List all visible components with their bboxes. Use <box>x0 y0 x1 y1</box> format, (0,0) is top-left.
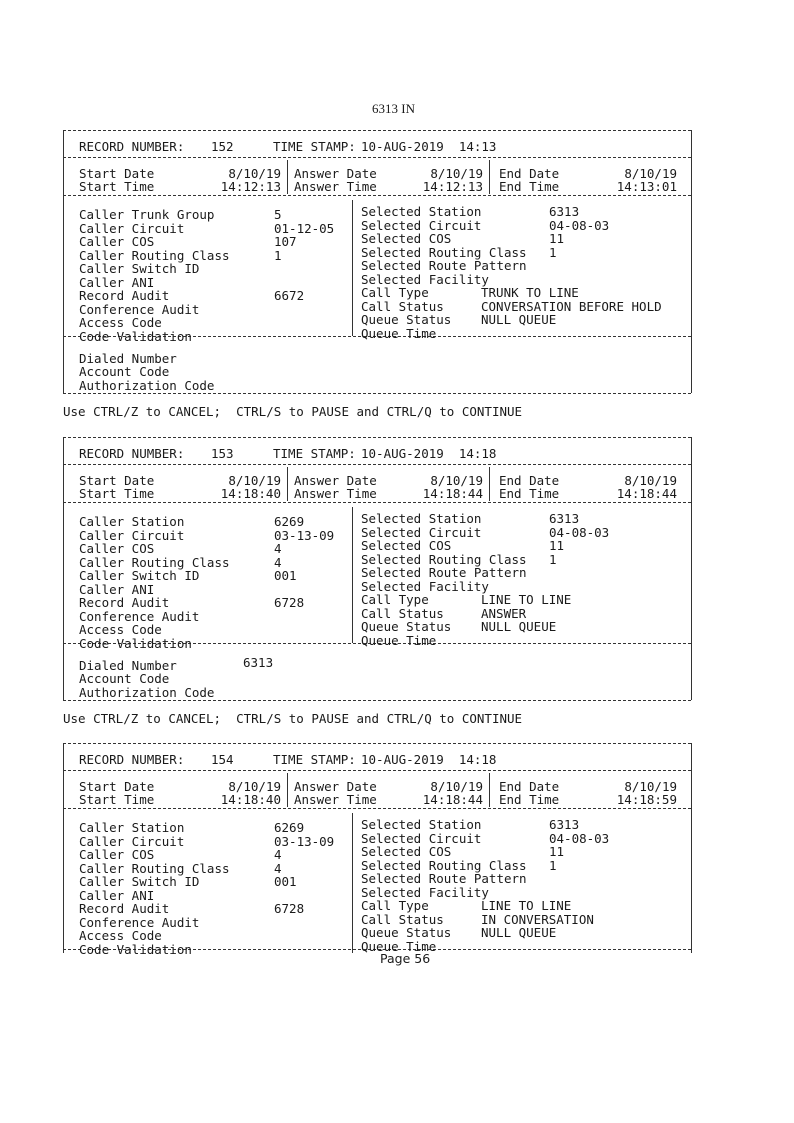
end-time-label: End Time <box>499 179 560 194</box>
record-number-label: RECORD NUMBER: <box>79 139 185 154</box>
selected-circuit: 04-08-03 <box>549 525 610 540</box>
answer-time-label: Answer Time <box>294 792 377 807</box>
column-divider <box>489 773 490 807</box>
selected-cos-label: Selected COS <box>361 844 452 859</box>
selected-facility-label: Selected Facility <box>361 885 489 900</box>
answer-time-label: Answer Time <box>294 179 377 194</box>
caller-switch-id: 001 <box>274 874 297 889</box>
caller-circuit: 03-13-09 <box>274 528 335 543</box>
record-number-label: RECORD NUMBER: <box>79 752 185 767</box>
caller-switch-id-label: Caller Switch ID <box>79 874 200 889</box>
caller-cos: 4 <box>274 847 282 862</box>
border-left <box>63 437 64 700</box>
call-status: CONVERSATION BEFORE HOLD <box>481 299 662 314</box>
end-date-label: End Date <box>499 473 560 488</box>
selected-facility-label: Selected Facility <box>361 272 489 287</box>
selected-routing-class: 1 <box>549 858 557 873</box>
end-time: 14:18:59 <box>616 792 677 807</box>
caller-ani-label: Caller ANI <box>79 275 155 290</box>
call-type: TRUNK TO LINE <box>481 285 579 300</box>
start-date: 8/10/19 <box>228 473 281 488</box>
end-time-label: End Time <box>499 792 560 807</box>
control-hint: Use CTRL/Z to CANCEL; CTRL/S to PAUSE and CTRL/Q to CONTINUE <box>63 711 523 726</box>
answer-time: 14:12:13 <box>422 179 483 194</box>
caller-routing-class: 1 <box>274 248 282 263</box>
start-time-label: Start Time <box>79 486 155 501</box>
selected-station: 6313 <box>549 511 580 526</box>
start-time: 14:18:40 <box>220 486 281 501</box>
caller-routing-class: 4 <box>274 555 282 570</box>
caller-switch-id-label: Caller Switch ID <box>79 261 200 276</box>
queue-time-label: Queue Time <box>361 326 437 341</box>
account-code-label: Account Code <box>79 364 170 379</box>
code-validation-label: Code Validation <box>79 942 192 957</box>
answer-date: 8/10/19 <box>430 473 483 488</box>
control-hint: Use CTRL/Z to CANCEL; CTRL/S to PAUSE and CTRL/Q to CONTINUE <box>63 404 523 419</box>
record-number: 153 <box>211 446 234 461</box>
authorization-code-label: Authorization Code <box>79 378 215 393</box>
record-audit: 6728 <box>274 901 305 916</box>
caller-first-value: 5 <box>274 207 282 222</box>
dialed-number-label: Dialed Number <box>79 351 177 366</box>
start-time-label: Start Time <box>79 792 155 807</box>
queue-status: NULL QUEUE <box>481 312 557 327</box>
divider <box>63 130 691 131</box>
selected-circuit: 04-08-03 <box>549 218 610 233</box>
caller-cos-label: Caller COS <box>79 541 155 556</box>
column-divider <box>287 467 288 501</box>
start-date: 8/10/19 <box>228 779 281 794</box>
code-validation-label: Code Validation <box>79 636 192 651</box>
start-date-label: Start Date <box>79 779 155 794</box>
caller-routing-class-label: Caller Routing Class <box>79 861 230 876</box>
selected-station-label: Selected Station <box>361 511 482 526</box>
time-stamp: 10-AUG-2019 14:18 <box>361 446 497 461</box>
time-stamp-label: TIME STAMP: <box>273 139 356 154</box>
end-time: 14:18:44 <box>616 486 677 501</box>
access-code-label: Access Code <box>79 622 162 637</box>
call-record <box>63 130 691 393</box>
column-divider <box>287 160 288 194</box>
caller-circuit-label: Caller Circuit <box>79 834 185 849</box>
page-number: Page 56 <box>380 951 431 966</box>
caller-station-label: Caller Station <box>79 514 185 529</box>
queue-status-label: Queue Status <box>361 925 452 940</box>
end-date: 8/10/19 <box>624 779 677 794</box>
divider <box>63 157 691 158</box>
divider <box>63 808 691 809</box>
page-header: 6313 IN <box>372 101 415 116</box>
caller-cos-label: Caller COS <box>79 847 155 862</box>
border-left <box>63 130 64 393</box>
record-audit: 6672 <box>274 288 305 303</box>
answer-date: 8/10/19 <box>430 779 483 794</box>
selected-station-label: Selected Station <box>361 817 482 832</box>
call-status-label: Call Status <box>361 912 444 927</box>
selected-cos: 11 <box>549 538 565 553</box>
start-time-label: Start Time <box>79 179 155 194</box>
record-audit-label: Record Audit <box>79 288 170 303</box>
call-type: LINE TO LINE <box>481 592 572 607</box>
queue-time-label: Queue Time <box>361 633 437 648</box>
border-right <box>691 743 692 953</box>
column-divider <box>489 160 490 194</box>
call-status-label: Call Status <box>361 606 444 621</box>
call-type-label: Call Type <box>361 592 429 607</box>
time-stamp-label: TIME STAMP: <box>273 446 356 461</box>
divider <box>63 437 691 438</box>
selected-route-pattern-label: Selected Route Pattern <box>361 565 527 580</box>
access-code-label: Access Code <box>79 315 162 330</box>
selected-routing-class-label: Selected Routing Class <box>361 858 527 873</box>
caller-first-value: 6269 <box>274 514 305 529</box>
selected-cos-label: Selected COS <box>361 231 452 246</box>
record-number-label: RECORD NUMBER: <box>79 446 185 461</box>
caller-trunk-group-label: Caller Trunk Group <box>79 207 215 222</box>
record-number: 154 <box>211 752 234 767</box>
selected-station: 6313 <box>549 204 580 219</box>
column-divider <box>352 200 353 336</box>
time-stamp: 10-AUG-2019 14:18 <box>361 752 497 767</box>
call-type-label: Call Type <box>361 898 429 913</box>
queue-time-label: Queue Time <box>361 939 437 954</box>
queue-status: NULL QUEUE <box>481 925 557 940</box>
selected-circuit-label: Selected Circuit <box>361 525 482 540</box>
column-divider <box>352 813 353 953</box>
caller-switch-id: 001 <box>274 568 297 583</box>
end-time-label: End Time <box>499 486 560 501</box>
time-stamp: 10-AUG-2019 14:13 <box>361 139 497 154</box>
queue-status: NULL QUEUE <box>481 619 557 634</box>
divider <box>63 195 691 196</box>
caller-cos-label: Caller COS <box>79 234 155 249</box>
caller-station-label: Caller Station <box>79 820 185 835</box>
selected-station: 6313 <box>549 817 580 832</box>
selected-circuit-label: Selected Circuit <box>361 218 482 233</box>
conference-audit-label: Conference Audit <box>79 915 200 930</box>
selected-routing-class-label: Selected Routing Class <box>361 245 527 260</box>
time-stamp-label: TIME STAMP: <box>273 752 356 767</box>
answer-time-label: Answer Time <box>294 486 377 501</box>
caller-switch-id-label: Caller Switch ID <box>79 568 200 583</box>
dialed-number-label: Dialed Number <box>79 658 177 673</box>
call-status: ANSWER <box>481 606 527 621</box>
caller-circuit-label: Caller Circuit <box>79 221 185 236</box>
column-divider <box>489 467 490 501</box>
call-record <box>63 743 691 957</box>
caller-routing-class-label: Caller Routing Class <box>79 248 230 263</box>
authorization-code-label: Authorization Code <box>79 685 215 700</box>
caller-circuit-label: Caller Circuit <box>79 528 185 543</box>
conference-audit-label: Conference Audit <box>79 609 200 624</box>
divider <box>63 770 691 771</box>
answer-time: 14:18:44 <box>422 792 483 807</box>
code-validation-label: Code Validation <box>79 329 192 344</box>
selected-routing-class: 1 <box>549 245 557 260</box>
access-code-label: Access Code <box>79 928 162 943</box>
selected-routing-class-label: Selected Routing Class <box>361 552 527 567</box>
selected-route-pattern-label: Selected Route Pattern <box>361 871 527 886</box>
record-audit-label: Record Audit <box>79 901 170 916</box>
selected-routing-class: 1 <box>549 552 557 567</box>
answer-date-label: Answer Date <box>294 473 377 488</box>
start-date-label: Start Date <box>79 473 155 488</box>
caller-routing-class: 4 <box>274 861 282 876</box>
caller-cos: 107 <box>274 234 297 249</box>
selected-station-label: Selected Station <box>361 204 482 219</box>
end-date-label: End Date <box>499 166 560 181</box>
start-time: 14:12:13 <box>220 179 281 194</box>
column-divider <box>287 773 288 807</box>
selected-cos: 11 <box>549 844 565 859</box>
conference-audit-label: Conference Audit <box>79 302 200 317</box>
border-left <box>63 743 64 953</box>
end-time: 14:13:01 <box>616 179 677 194</box>
start-date-label: Start Date <box>79 166 155 181</box>
start-date: 8/10/19 <box>228 166 281 181</box>
start-time: 14:18:40 <box>220 792 281 807</box>
divider <box>63 393 691 394</box>
border-right <box>691 437 692 700</box>
selected-cos-label: Selected COS <box>361 538 452 553</box>
dialed-number: 6313 <box>243 655 274 670</box>
end-date: 8/10/19 <box>624 166 677 181</box>
caller-circuit: 03-13-09 <box>274 834 335 849</box>
column-divider <box>352 507 353 643</box>
call-type-label: Call Type <box>361 285 429 300</box>
queue-status-label: Queue Status <box>361 619 452 634</box>
call-status: IN CONVERSATION <box>481 912 594 927</box>
divider <box>63 700 691 701</box>
call-type: LINE TO LINE <box>481 898 572 913</box>
selected-route-pattern-label: Selected Route Pattern <box>361 258 527 273</box>
end-date-label: End Date <box>499 779 560 794</box>
selected-cos: 11 <box>549 231 565 246</box>
call-status-label: Call Status <box>361 299 444 314</box>
caller-ani-label: Caller ANI <box>79 582 155 597</box>
border-right <box>691 130 692 393</box>
caller-first-value: 6269 <box>274 820 305 835</box>
account-code-label: Account Code <box>79 671 170 686</box>
call-record <box>63 437 691 700</box>
end-date: 8/10/19 <box>624 473 677 488</box>
divider <box>63 743 691 744</box>
divider <box>63 502 691 503</box>
selected-circuit: 04-08-03 <box>549 831 610 846</box>
caller-circuit: 01-12-05 <box>274 221 335 236</box>
queue-status-label: Queue Status <box>361 312 452 327</box>
record-audit: 6728 <box>274 595 305 610</box>
caller-cos: 4 <box>274 541 282 556</box>
selected-facility-label: Selected Facility <box>361 579 489 594</box>
caller-ani-label: Caller ANI <box>79 888 155 903</box>
selected-circuit-label: Selected Circuit <box>361 831 482 846</box>
record-number: 152 <box>211 139 234 154</box>
divider <box>63 464 691 465</box>
answer-date-label: Answer Date <box>294 166 377 181</box>
record-audit-label: Record Audit <box>79 595 170 610</box>
answer-time: 14:18:44 <box>422 486 483 501</box>
caller-routing-class-label: Caller Routing Class <box>79 555 230 570</box>
answer-date-label: Answer Date <box>294 779 377 794</box>
answer-date: 8/10/19 <box>430 166 483 181</box>
